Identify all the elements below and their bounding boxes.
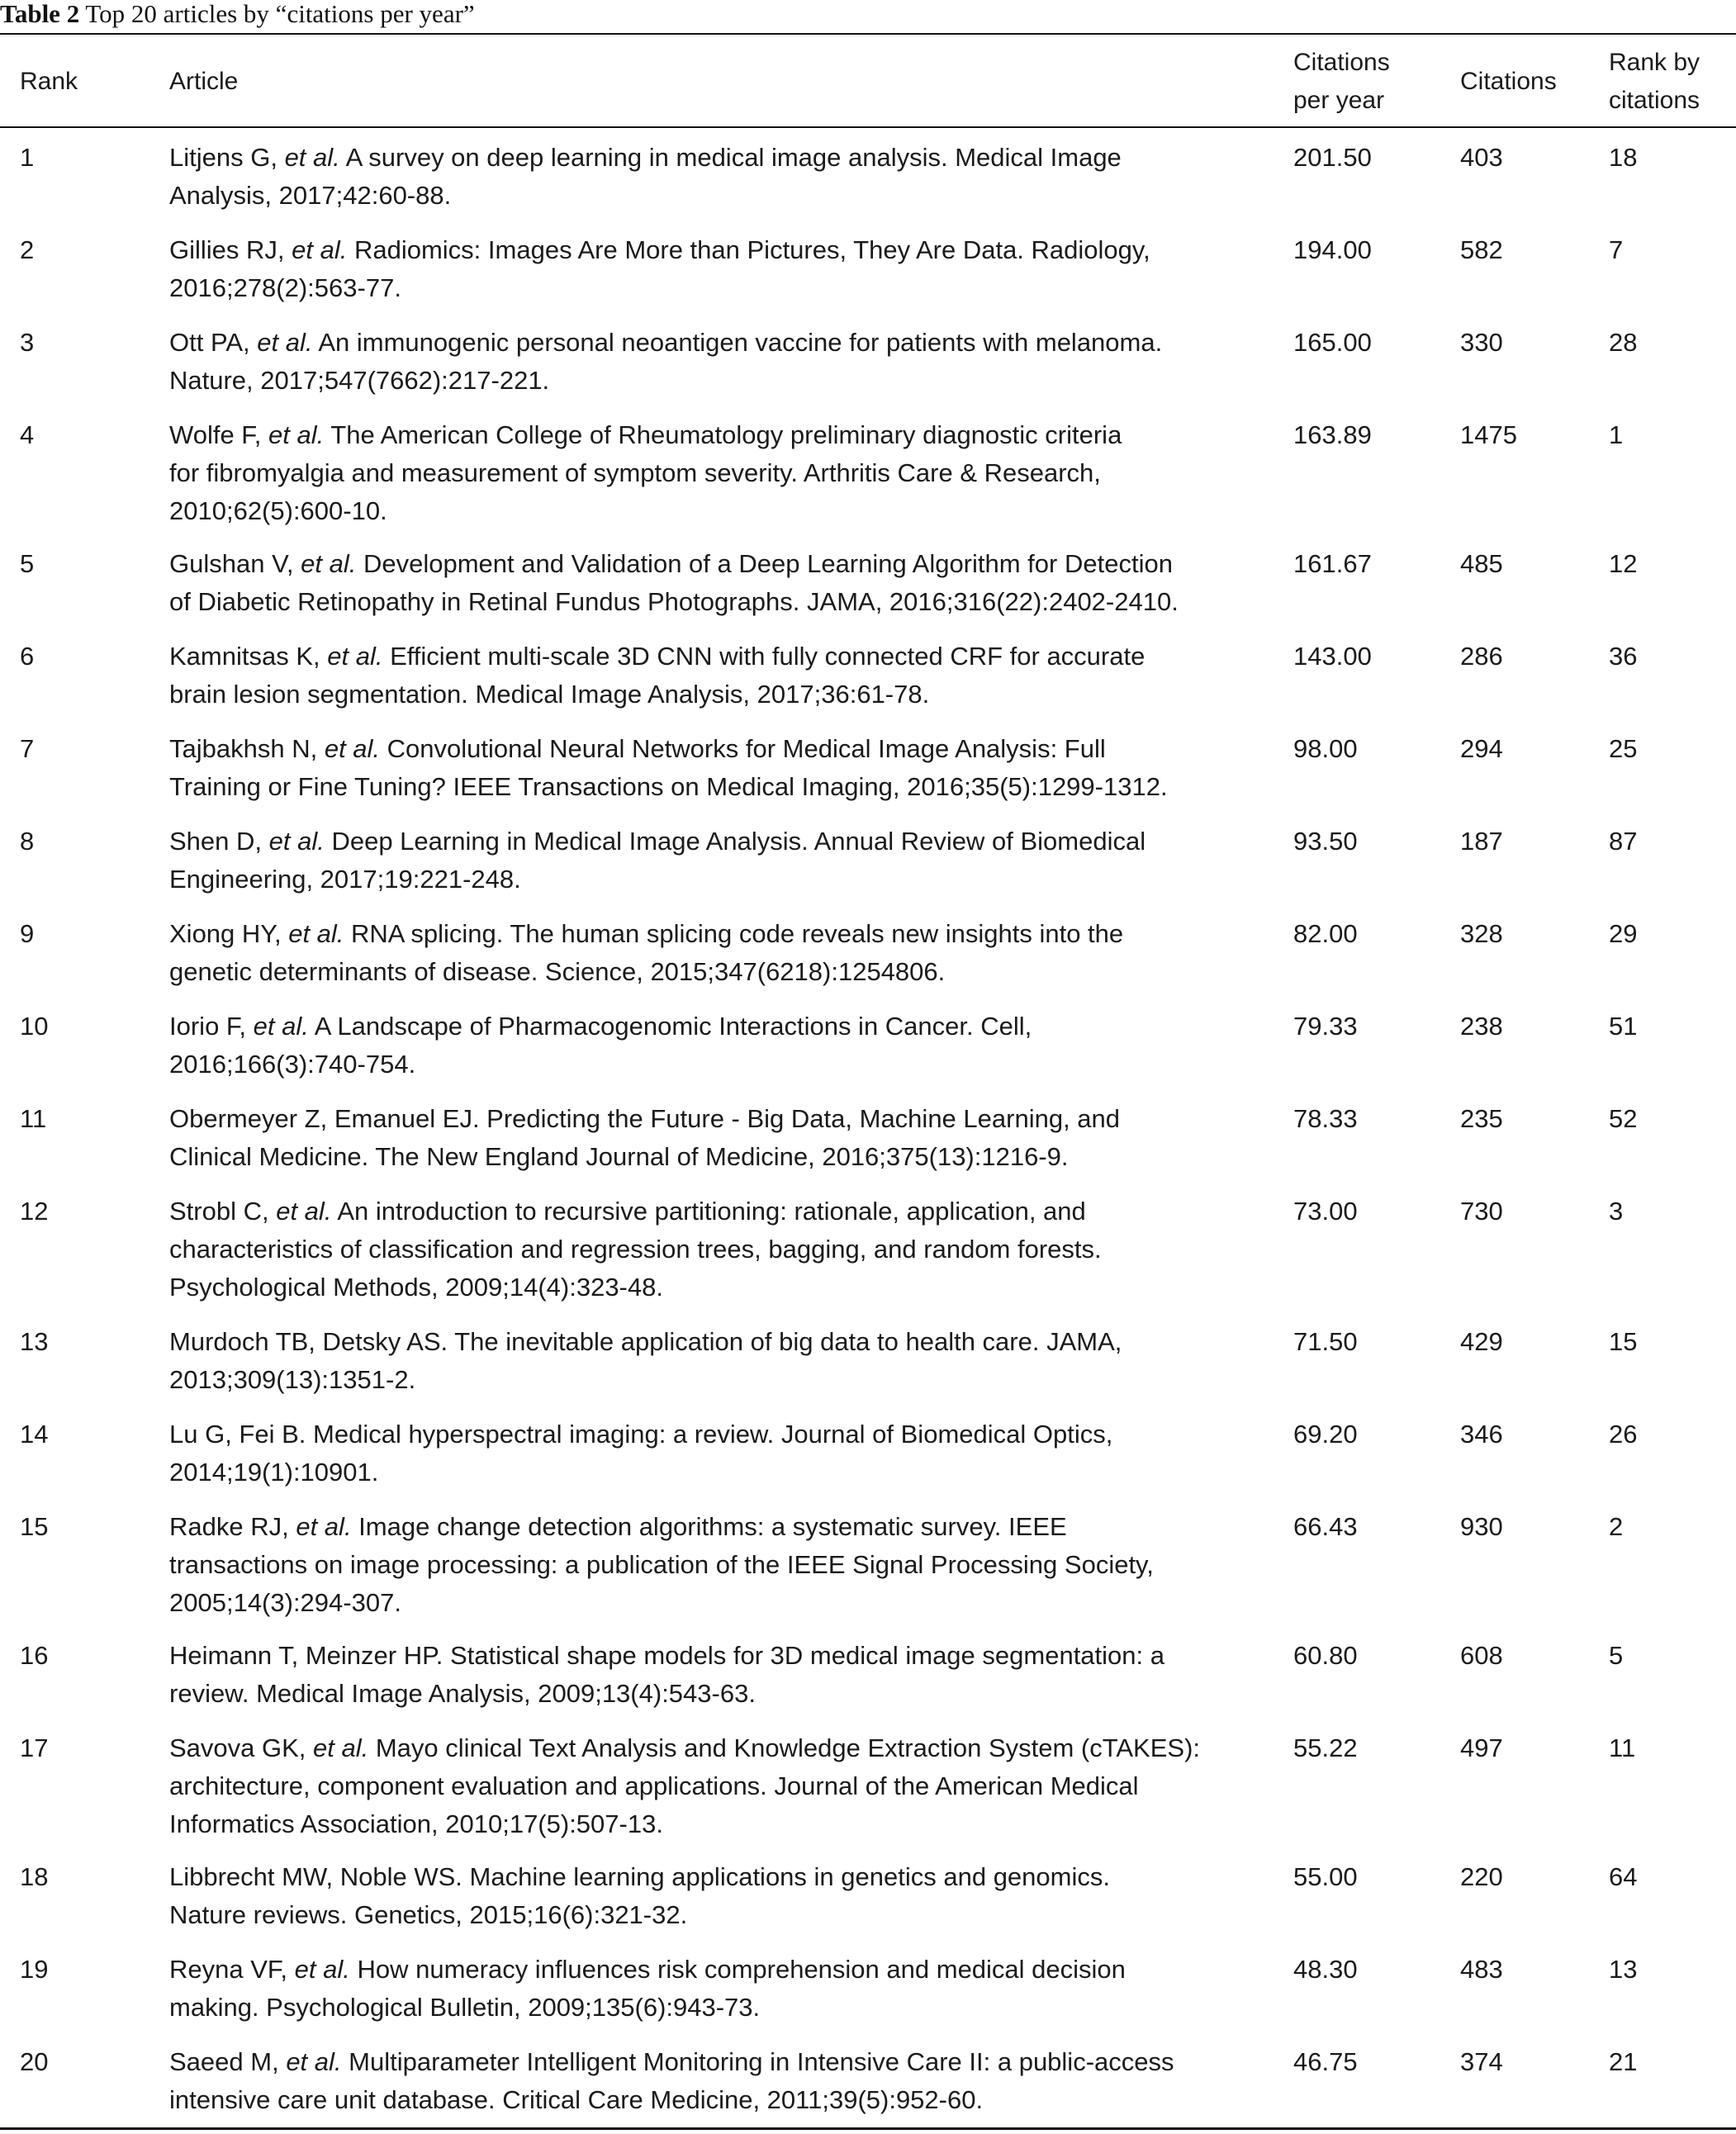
row-rank: 6: [20, 642, 35, 671]
row-rank-by-citations: 36: [1609, 642, 1638, 671]
row-rank-by-citations: 3: [1609, 1197, 1624, 1226]
row-citations-per-year: 73.00: [1293, 1197, 1358, 1226]
row-rank: 3: [20, 328, 35, 357]
article-et-al: et al.: [286, 2047, 342, 2076]
row-article: [169, 1858, 1276, 1934]
row-rank-by-citations: 13: [1609, 1955, 1638, 1984]
top-rule: [0, 33, 1736, 35]
row-rank-by-citations: 51: [1609, 1012, 1638, 1041]
row-citations: 930: [1460, 1512, 1503, 1541]
row-rank-by-citations: 11: [1609, 1733, 1636, 1762]
row-citations-per-year: 98.00: [1293, 734, 1358, 763]
row-citations: 330: [1460, 328, 1503, 357]
row-rank-by-citations: 64: [1609, 1862, 1638, 1891]
row-rank: 19: [20, 1955, 49, 1984]
row-citations-per-year: 60.80: [1293, 1641, 1358, 1670]
row-citations: 235: [1460, 1104, 1503, 1133]
row-article: [169, 416, 1276, 530]
article-et-al: et al.: [313, 1733, 369, 1762]
row-article: [169, 730, 1276, 806]
header-article: Article: [169, 68, 239, 95]
article-title: Development and Validation of a Deep Learning Algorithm for Detection of Diabetic Retinopathy in Retinal Fundus Photographs. JAMA, 2016;316(22):2402-2410.: [169, 549, 1179, 616]
row-rank-by-citations: 21: [1609, 2047, 1638, 2076]
article-authors: Libbrecht MW, Noble WS. Machine learning applications in genetics and genomics. Nature reviews. Genetics, 2015;16(6):321-32.: [169, 1862, 1110, 1929]
row-rank: 18: [20, 1862, 49, 1891]
row-rank: 14: [20, 1420, 49, 1449]
article-et-al: et al.: [327, 642, 383, 671]
header-citations: Citations: [1460, 68, 1557, 95]
row-article: [169, 231, 1276, 307]
row-article: [169, 324, 1276, 400]
article-et-al: et al.: [292, 235, 348, 264]
row-citations-per-year: 201.50: [1293, 143, 1372, 172]
row-rank: 17: [20, 1733, 49, 1762]
bottom-rule: [0, 2127, 1736, 2130]
article-authors: Gulshan V,: [169, 549, 301, 578]
article-authors: Tajbakhsh N,: [169, 734, 325, 763]
row-rank-by-citations: 28: [1609, 328, 1638, 357]
row-article: [169, 638, 1276, 714]
article-title: Efficient multi-scale 3D CNN with fully connected CRF for accurate brain lesion segmentation. Medical Image Analysis, 2017;36:61-78.: [169, 642, 1145, 709]
row-article: [169, 1951, 1276, 2027]
article-title: RNA splicing. The human splicing code reveals new insights into the genetic determinants of disease. Science, 2015;347(6218):1254806.: [169, 919, 1124, 986]
row-rank-by-citations: 2: [1609, 1512, 1624, 1541]
row-article: [169, 1193, 1276, 1306]
row-article: [169, 545, 1276, 621]
row-citations: 582: [1460, 235, 1503, 264]
article-et-al: et al.: [253, 1012, 309, 1041]
row-article: [169, 1008, 1276, 1084]
article-et-al: et al.: [268, 827, 325, 856]
row-citations-per-year: 82.00: [1293, 919, 1358, 948]
row-article: [169, 1416, 1276, 1491]
caption-label: Table 2: [0, 0, 80, 28]
row-citations-per-year: 55.00: [1293, 1862, 1358, 1891]
row-citations: 608: [1460, 1641, 1503, 1670]
row-citations: 1475: [1460, 420, 1517, 449]
row-article: [169, 1508, 1276, 1622]
row-rank-by-citations: 5: [1609, 1641, 1624, 1670]
row-rank-by-citations: 25: [1609, 734, 1638, 763]
row-citations: 485: [1460, 549, 1503, 578]
row-rank: 9: [20, 919, 35, 948]
row-citations-per-year: 165.00: [1293, 328, 1372, 357]
article-title: Deep Learning in Medical Image Analysis. Annual Review of Biomedical Engineering, 2017;19:221-248.: [169, 827, 1146, 894]
article-et-al: et al.: [288, 919, 344, 948]
header-rank-by-citations: Rank by citations: [1609, 49, 1700, 114]
row-citations-per-year: 69.20: [1293, 1420, 1358, 1449]
row-article: [169, 823, 1276, 899]
row-citations: 238: [1460, 1012, 1503, 1041]
table-caption: [0, 0, 475, 33]
article-authors: Radke RJ,: [169, 1512, 296, 1541]
article-et-al: et al.: [294, 1955, 350, 1984]
article-authors: Obermeyer Z, Emanuel EJ. Predicting the Future - Big Data, Machine Learning, and Clinical Medicine. The New England Journal of Medicine, 2016;375(13):1216-9.: [169, 1104, 1121, 1171]
article-title: Mayo clinical Text Analysis and Knowledge Extraction System (cTAKES): architecture, component evaluation and applications. Journal of the American Medical Informatics Association, 2010;17(5):507-13.: [169, 1733, 1201, 1838]
table-header: [0, 41, 1736, 124]
row-article: [169, 1100, 1276, 1176]
article-title: A survey on deep learning in medical image analysis. Medical Image Analysis, 2017;42:60-88.: [169, 143, 1122, 210]
row-rank: 10: [20, 1012, 49, 1041]
article-authors: Saeed M,: [169, 2047, 287, 2076]
row-rank: 1: [20, 143, 35, 172]
row-citations-per-year: 55.22: [1293, 1733, 1358, 1762]
row-rank-by-citations: 15: [1609, 1327, 1638, 1356]
row-citations-per-year: 79.33: [1293, 1012, 1358, 1041]
row-rank: 8: [20, 827, 35, 856]
article-et-al: et al.: [284, 143, 340, 172]
row-article: [169, 2043, 1276, 2119]
row-rank: 5: [20, 549, 35, 578]
row-rank: 2: [20, 235, 35, 264]
row-article: [169, 1323, 1276, 1399]
article-et-al: et al.: [324, 734, 381, 763]
row-citations: 187: [1460, 827, 1503, 856]
article-authors: Litjens G,: [169, 143, 285, 172]
article-et-al: et al.: [296, 1512, 352, 1541]
row-article: [169, 1637, 1276, 1713]
article-authors: Iorio F,: [169, 1012, 254, 1041]
article-et-al: et al.: [257, 328, 313, 357]
header-rule: [0, 126, 1736, 128]
row-rank-by-citations: 1: [1609, 420, 1624, 449]
article-authors: Strobl C,: [169, 1197, 277, 1226]
article-title: How numeracy influences risk comprehension and medical decision making. Psychological Bulletin, 2009;135(6):943-73.: [169, 1955, 1126, 2022]
row-citations-per-year: 71.50: [1293, 1327, 1358, 1356]
row-rank-by-citations: 29: [1609, 919, 1638, 948]
row-article: [169, 1729, 1276, 1843]
article-authors: Savova GK,: [169, 1733, 314, 1762]
row-citations-per-year: 163.89: [1293, 420, 1372, 449]
row-citations: 429: [1460, 1327, 1503, 1356]
article-authors: Gillies RJ,: [169, 235, 292, 264]
row-citations: 730: [1460, 1197, 1503, 1226]
article-authors: Reyna VF,: [169, 1955, 295, 1984]
article-title: Radiomics: Images Are More than Pictures, They Are Data. Radiology, 2016;278(2):563-77.: [169, 235, 1150, 302]
row-citations: 483: [1460, 1955, 1503, 1984]
row-rank: 20: [20, 2047, 49, 2076]
article-title: Image change detection algorithms: a systematic survey. IEEE transactions on image processing: a publication of the IEEE Signal Processing Society, 2005;14(3):294-307.: [169, 1512, 1154, 1617]
row-rank-by-citations: 12: [1609, 549, 1638, 578]
row-citations-per-year: 93.50: [1293, 827, 1358, 856]
row-citations: 286: [1460, 642, 1503, 671]
row-citations: 374: [1460, 2047, 1503, 2076]
row-rank: 16: [20, 1641, 49, 1670]
row-article: [169, 915, 1276, 991]
article-title: A Landscape of Pharmacogenomic Interactions in Cancer. Cell, 2016;166(3):740-754.: [169, 1012, 1032, 1079]
caption-text: Top 20 articles by “citations per year”: [85, 0, 475, 28]
row-citations: 403: [1460, 143, 1503, 172]
article-authors: Lu G, Fei B. Medical hyperspectral imaging: a review. Journal of Biomedical Optics, 2014;19(1):10901.: [169, 1420, 1113, 1487]
article-title: An immunogenic personal neoantigen vaccine for patients with melanoma. Nature, 2017;547(7662):217-221.: [169, 328, 1163, 395]
row-article: [169, 139, 1276, 215]
article-authors: Murdoch TB, Detsky AS. The inevitable application of big data to health care. JAMA, 2013;309(13):1351-2.: [169, 1327, 1122, 1394]
row-rank-by-citations: 18: [1609, 143, 1638, 172]
row-citations-per-year: 161.67: [1293, 549, 1372, 578]
row-rank: 12: [20, 1197, 49, 1226]
row-rank: 7: [20, 734, 35, 763]
article-title: The American College of Rheumatology preliminary diagnostic criteria for fibromyalgia and measurement of symptom severity. Arthritis Care & Research, 2010;62(5):600-10.: [169, 420, 1122, 525]
row-rank-by-citations: 26: [1609, 1420, 1638, 1449]
article-title: Multiparameter Intelligent Monitoring in Intensive Care II: a public-access intensive care unit database. Critical Care Medicine, 2011;39(5):952-60.: [169, 2047, 1174, 2114]
row-citations-per-year: 194.00: [1293, 235, 1372, 264]
row-citations: 294: [1460, 734, 1503, 763]
row-rank: 11: [20, 1104, 47, 1133]
row-rank: 13: [20, 1327, 49, 1356]
article-et-al: et al.: [301, 549, 357, 578]
row-citations: 346: [1460, 1420, 1503, 1449]
header-citations-per-year: Citations per year: [1293, 49, 1390, 114]
article-et-al: et al.: [276, 1197, 332, 1226]
article-authors: Kamnitsas K,: [169, 642, 328, 671]
row-rank: 15: [20, 1512, 49, 1541]
article-title: Convolutional Neural Networks for Medical Image Analysis: Full Training or Fine Tuning? IEEE Transactions on Medical Imaging, 2016;35(5):1299-1312.: [169, 734, 1168, 801]
row-citations-per-year: 143.00: [1293, 642, 1372, 671]
row-citations: 497: [1460, 1733, 1503, 1762]
row-citations-per-year: 78.33: [1293, 1104, 1358, 1133]
row-citations-per-year: 46.75: [1293, 2047, 1358, 2076]
article-authors: Heimann T, Meinzer HP. Statistical shape models for 3D medical image segmentation: a review. Medical Image Analysis, 2009;13(4):543-63.: [169, 1641, 1164, 1708]
row-citations-per-year: 48.30: [1293, 1955, 1358, 1984]
row-rank: 4: [20, 420, 35, 449]
row-rank-by-citations: 87: [1609, 827, 1638, 856]
article-authors: Shen D,: [169, 827, 269, 856]
row-citations-per-year: 66.43: [1293, 1512, 1358, 1541]
article-et-al: et al.: [268, 420, 325, 449]
header-rank: Rank: [20, 68, 78, 95]
article-authors: Ott PA,: [169, 328, 258, 357]
row-rank-by-citations: 52: [1609, 1104, 1638, 1133]
row-rank-by-citations: 7: [1609, 235, 1624, 264]
row-citations: 328: [1460, 919, 1503, 948]
article-authors: Wolfe F,: [169, 420, 269, 449]
article-authors: Xiong HY,: [169, 919, 289, 948]
article-title: An introduction to recursive partitioning: rationale, application, and characteristics of classification and regression trees, bagging, and random forests. Psychological Methods, 2009;14(4):323-48.: [169, 1197, 1102, 1302]
row-citations: 220: [1460, 1862, 1503, 1891]
